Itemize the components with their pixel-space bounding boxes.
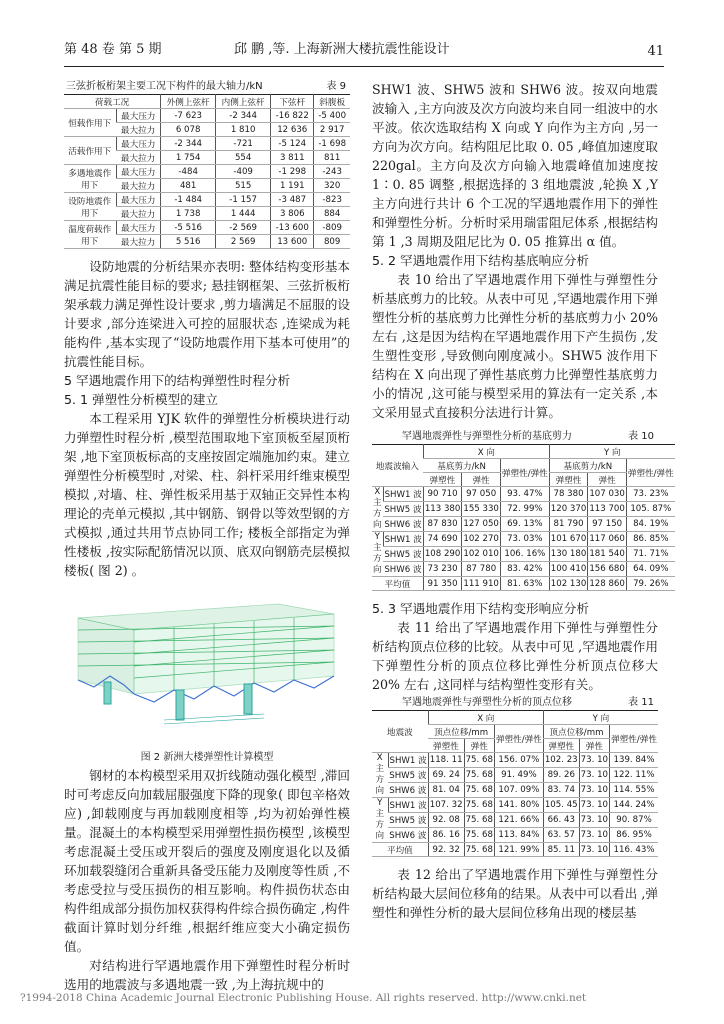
table11-value-cell: 122. 11% [610, 768, 658, 783]
table10-header-ep: 弹塑性 [423, 473, 462, 487]
table11-average-cell: 平均值 [372, 843, 428, 857]
table11-header-ep: 弹塑性 [428, 739, 464, 753]
table10-value-cell: 102 010 [462, 547, 501, 562]
table11-label: 表 11 [628, 697, 654, 708]
table10-average-cell: 91 350 [423, 577, 462, 591]
table11-value-cell: 156. 07% [494, 753, 543, 768]
table9-type-cell: 最大压力 [116, 109, 161, 123]
table10-value-cell: 97 050 [462, 487, 501, 502]
table11-value-cell: 86. 95% [610, 828, 658, 843]
table10-value-cell: 87 830 [423, 517, 462, 532]
table10-header-e: 弹性 [588, 473, 627, 487]
table10-value-cell: SHW1 波 [383, 532, 423, 547]
table9-value-cell: -1 484 [161, 193, 216, 207]
table-row [372, 753, 658, 768]
header-rule [64, 66, 664, 67]
table9-case-cell: 温度荷载作用下 [64, 221, 116, 249]
table9-type-cell: 最大压力 [116, 137, 161, 151]
table11-title: 罕遇地震弹性与弹塑性分析的顶点位移 [402, 697, 572, 708]
table9-value-cell: 1 191 [271, 179, 314, 193]
table-row [372, 502, 675, 517]
table11-value-cell: 66. 43 [543, 813, 579, 828]
table10-average-cell: 81. 63% [500, 577, 549, 591]
table9-value-cell: 1 738 [161, 207, 216, 221]
table10-average-cell: 111 910 [463, 578, 499, 589]
copyright-footer: ?1994-2018 China Academic Journal Electronic Publishing House. All rights reserved. http://www.cnki.net [20, 992, 587, 1004]
table11-value-cell: 114. 55% [610, 783, 658, 798]
table9 [64, 94, 350, 249]
table9-value-cell: 554 [216, 151, 271, 165]
table10-value-cell: 86. 85% [626, 532, 674, 547]
table10-caption [372, 430, 658, 444]
table9-value-cell: 481 [161, 179, 216, 193]
table11-value-cell: 73. 10 [579, 798, 609, 813]
table9-type-cell: 最大压力 [116, 221, 161, 235]
table9-value-cell: -5 124 [271, 137, 314, 151]
table11-average-cell: 73. 10 [580, 844, 609, 855]
left-column [64, 80, 350, 994]
table9-type-cell: 最大拉力 [116, 151, 161, 165]
table11-value-cell: 73. 10 [579, 753, 609, 768]
table11-value-cell: 73. 10 [579, 813, 609, 828]
table11-value-cell: SHW6 波 [388, 828, 428, 843]
table11-value-cell: 139. 84% [610, 753, 658, 768]
table9-value-cell: 515 [216, 179, 271, 193]
table9-type-cell: 最大拉力 [116, 207, 161, 221]
running-header [64, 34, 664, 60]
table11-header-ratio: 弹塑性/弹性 [610, 725, 658, 753]
table10-value-cell: SHW6 波 [383, 562, 423, 577]
table10-value-cell: 87 780 [462, 562, 501, 577]
table-row [64, 193, 350, 207]
table11-header-ep: 弹塑性 [543, 739, 579, 753]
table10-average-cell: 128 860 [589, 578, 625, 589]
table11-value-cell: SHW1 波 [388, 753, 428, 768]
table11-value-cell: SHW5 波 [388, 813, 428, 828]
table11-value-cell: 73. 10 [579, 783, 609, 798]
table11-value-cell: SHW6 波 [388, 783, 428, 798]
table9-caption [64, 80, 350, 94]
table9-value-cell: -2 344 [216, 109, 271, 123]
table9-title: 三弦折板桁架主要工况下构件的最大轴力/kN [66, 81, 263, 92]
table10-value-cell: 64. 09% [626, 562, 674, 577]
table11-value-cell: 121. 66% [494, 813, 543, 828]
table11-value-cell: SHW5 波 [388, 768, 428, 783]
table10-value-cell: 74 690 [423, 532, 462, 547]
table10-header-e: 弹性 [462, 473, 501, 487]
table11-value-cell: 107. 09% [494, 783, 543, 798]
table9-value-cell: 320 [314, 179, 350, 193]
table9-value-cell: -409 [216, 165, 271, 179]
paragraph: 本工程采用 YJK 软件的弹塑性分析模块进行动力弹塑性时程分析 ,模型范围取地下室顶板至屋顶桁架 ,地下室顶板标高的支座按固定端施加约束。建立弹塑性分析模型时 ,对梁、柱、斜杆采用纤维束模型模拟 ,对墙、柱、弹性板采用基于双轴正交异性本构理论的壳单元模拟 ,其中钢筋、钢骨以等效型钢的方式模拟 ,通过共用节点协同工作; 楼板全部指定为弹性楼板 ,按实际配筋情况以顶、底双向钢筋壳层模拟楼板( 图 2) 。 [64, 411, 350, 578]
table11-value-cell: 75. 68 [464, 813, 494, 828]
table-row [64, 165, 350, 179]
table10-direction-cell: Y 主方向 [373, 532, 382, 575]
table9-value-cell: -1 698 [314, 137, 350, 151]
table9-value-cell: -5 400 [314, 109, 350, 123]
table9-value-cell: -243 [314, 165, 350, 179]
table9-value-cell: 6 078 [161, 123, 216, 137]
table10-value-cell: 72. 99% [500, 502, 549, 517]
table9-value-cell: -3 487 [271, 193, 314, 207]
table9-value-cell: -823 [314, 193, 350, 207]
table10-value-cell: 84. 19% [626, 517, 674, 532]
table9-value-cell: -721 [216, 137, 271, 151]
table9-case-cell: 恒载作用下 [64, 109, 116, 137]
table-row [64, 221, 350, 235]
table9-case-cell: 设防地震作用下 [64, 193, 116, 221]
table10-value-cell: 73 230 [423, 562, 462, 577]
table11-header-disp: 顶点位移/mm [428, 725, 494, 739]
table9-header-col: 内侧上弦杆 [216, 95, 271, 109]
table10-average-cell: 102 130 [550, 578, 587, 589]
table10-value-cell: 127 050 [462, 517, 501, 532]
table10-value-cell: 78 380 [549, 487, 588, 502]
right-column [372, 80, 674, 922]
table10-header-ratio: 弹塑性/弹性 [626, 459, 674, 487]
table10-value-cell: 69. 13% [500, 517, 549, 532]
table11-value-cell: 102. 23 [543, 753, 579, 768]
table11-average-cell: 121. 99% [494, 843, 543, 857]
table10-value-cell: SHW1 波 [383, 487, 423, 502]
table9-value-cell: 2 569 [216, 235, 271, 249]
table11-value-cell: 118. 11 [428, 753, 464, 768]
table9-header-col: 外侧上弦杆 [161, 95, 216, 109]
table10-value-cell: 117 060 [588, 532, 627, 547]
table11-value-cell: 75. 68 [464, 828, 494, 843]
table11-header-e: 弹性 [579, 739, 609, 753]
table10-title: 罕遇地震弹性与弹塑性分析的基底剪力 [402, 431, 572, 442]
table10-value-cell: 106. 16% [500, 547, 549, 562]
table9-value-cell: 2 917 [314, 123, 350, 137]
table9-label: 表 9 [326, 81, 346, 92]
table11-caption [372, 696, 658, 710]
paragraph: SHW1 波、SHW5 波和 SHW6 波。按双向地震波输入 ,主方向波及次方向波均来自同一组波中的水平波。依次选取结构 X 向或 Y 向作为主方向 ,另一方向为次方向。结构阻尼比取 0. 05 ,峰值加速度取 220gal。主方向及次方向输入地震峰值加速度按 1∶0. 85 调整 ,根据选择的 3 组地震波 ,轮换 X ,Y 主方向进行共计 6 个工况的罕遇地震作用下的弹性和弹塑性分析。分析时采用瑞雷阻尼体系 ,根据结构第 1 ,3 周期及阻尼比为 0. 05 推算出 α 值。 [372, 82, 658, 249]
journal-issue: 第 48 卷 第 5 期 [64, 42, 162, 57]
table10-label: 表 10 [628, 431, 654, 442]
article-running-title: 邱 鹏 ,等. 上海新洲大楼抗震性能设计 [234, 42, 450, 57]
average-row [372, 843, 658, 857]
table9-value-cell: -16 822 [271, 109, 314, 123]
figure2-caption: 图 2 新洲大楼弹塑性计算模型 [140, 752, 274, 763]
table9-value-cell: 12 636 [271, 123, 314, 137]
table9-value-cell: -2 344 [161, 137, 216, 151]
table11-value-cell: 73. 10 [579, 768, 609, 783]
table10-header-x: X 向 [423, 445, 549, 459]
table9-case-cell: 多遇地震作用下 [64, 165, 116, 193]
table10-value-cell: 97 150 [588, 517, 627, 532]
table11-direction-cell: Y 主方向 [372, 798, 388, 843]
table10-value-cell: 107 030 [588, 487, 627, 502]
table10-value-cell: 81 790 [549, 517, 588, 532]
table10-header-ratio: 弹塑性/弹性 [500, 459, 549, 487]
table9-value-cell: 1 444 [216, 207, 271, 221]
section-heading: 5 罕遇地震作用下的结构弹塑性时程分析 [64, 373, 291, 388]
table11-value-cell: 73. 10 [579, 828, 609, 843]
table-row [372, 768, 658, 783]
table9-header-case: 荷载工况 [64, 95, 161, 109]
subsection-heading: 5. 3 罕遇地震作用下结构变形响应分析 [372, 601, 589, 616]
table11-header-disp: 顶点位移/mm [543, 725, 609, 739]
table11 [372, 710, 658, 857]
table9-value-cell: -2 569 [216, 221, 271, 235]
table-row [372, 783, 658, 798]
table11-value-cell: 75. 68 [464, 753, 494, 768]
table10-value-cell: 105. 87% [626, 502, 674, 517]
table-row [372, 813, 658, 828]
table11-value-cell: 107. 32 [428, 798, 464, 813]
table10-average-cell: 79. 26% [626, 577, 674, 591]
table10-average-cell: 平均值 [372, 577, 423, 591]
table11-value-cell: 105. 45 [543, 798, 579, 813]
table9-header-col: 下弦杆 [271, 95, 314, 109]
table11-value-cell: 81. 04 [428, 783, 464, 798]
table-row [372, 517, 675, 532]
table11-value-cell: 89. 26 [543, 768, 579, 783]
table10-header-shear: 基底剪力/kN [423, 459, 500, 473]
building-model-figure [64, 584, 350, 744]
table9-value-cell: -1 298 [271, 165, 314, 179]
table11-direction-cell: X 主方向 [372, 753, 388, 798]
table-row [372, 798, 658, 813]
table9-value-cell: -1 157 [216, 193, 271, 207]
table10-value-cell: SHW5 波 [383, 547, 423, 562]
table10-value-cell: 102 270 [462, 532, 501, 547]
table10-header-shear: 基底剪力/kN [549, 459, 626, 473]
table10-value-cell: SHW5 波 [383, 502, 423, 517]
table-row [372, 532, 675, 547]
table11-value-cell: 75. 68 [464, 798, 494, 813]
table10-value-cell: 71. 71% [626, 547, 674, 562]
paragraph: 设防地震的分析结果亦表明: 整体结构变形基本满足抗震性能目标的要求; 悬挂钢框架、三弦折板桁架承载力满足弹性设计要求 ,剪力墙满足不屈服的设计要求 ,部分连梁进入可控的屈服状态 ,连梁成为耗能构件 ,基本实现了“设防地震作用下基本可使用”的抗震性能目标。 [64, 259, 350, 369]
paragraph: 钢材的本构模型采用双折线随动强化模型 ,滞回时可考虑反向加载屈服强度下降的现象( 即包辛格效应) ,卸载刚度与再加载刚度相等 ,均为初始弹性模量。混凝土的本构模型采用弹塑性损伤模型 ,该模型考虑混凝土受压或开裂后的强度及刚度退化以及循环加载裂缝闭合重新具备受压能力及刚度等性质 ,不考虑受拉与受压损伤的相互影响。构件损伤状态由构件组成部分损伤加权获得构件综合损伤确定 ,构件截面计算时划分纤维 ,根据纤维应变大小确定损伤值。 [64, 768, 350, 954]
table9-value-cell: 1 810 [216, 123, 271, 137]
table10-value-cell: 155 330 [462, 502, 501, 517]
table11-average-cell: 92. 32 [428, 843, 464, 857]
elastoplastic-model-drawing [64, 584, 350, 744]
table11-average-cell: 85. 11 [543, 843, 579, 857]
table10-value-cell: 83. 42% [500, 562, 549, 577]
table9-case-cell: 活载作用下 [64, 137, 116, 165]
table9-value-cell: -13 600 [271, 221, 314, 235]
table10-value-cell: 130 180 [549, 547, 588, 562]
table11-value-cell: 75. 68 [464, 768, 494, 783]
subsection-heading: 5. 1 弹塑性分析模型的建立 [64, 392, 218, 407]
subsection-heading: 5. 2 罕遇地震作用下结构基底响应分析 [372, 253, 589, 268]
table11-value-cell: 91. 49% [494, 768, 543, 783]
table-row [372, 562, 675, 577]
table10-value-cell: 181 540 [588, 547, 627, 562]
page-number: 41 [647, 44, 664, 59]
average-row [372, 577, 675, 591]
table11-value-cell: 90. 87% [610, 813, 658, 828]
table9-value-cell: 1 754 [161, 151, 216, 165]
table10-value-cell: 73. 23% [626, 487, 674, 502]
table-row [372, 487, 675, 502]
table10-value-cell: 108 290 [423, 547, 462, 562]
paragraph: 表 10 给出了罕遇地震作用下弹性与弹塑性分析基底剪力的比较。从表中可见 ,罕遇地震作用下弹塑性分析的基底剪力比弹性分析的基底剪力小 20% 左右 ,这是因为结构在罕遇地震作用下产生损伤 ,发生塑性变形 ,导致侧向刚度减小。SHW5 波作用下结构在 X 向出现了弹性基底剪力比弹塑性基底剪力小的情况 ,这可能与模型采用的算法有一定关系 ,本文采用显式直接积分法进行计算。 [372, 272, 658, 420]
table11-header-x: X 向 [428, 711, 543, 725]
table10-value-cell: 93. 47% [500, 487, 549, 502]
table11-value-cell: 75. 68 [464, 783, 494, 798]
table10-value-cell: 120 370 [549, 502, 588, 517]
table11-header-e: 弹性 [464, 739, 494, 753]
table11-value-cell: SHW1 波 [388, 798, 428, 813]
table10-value-cell: SHW6 波 [383, 517, 423, 532]
table10-value-cell: 73. 03% [500, 532, 549, 547]
table11-header-y: Y 向 [543, 711, 658, 725]
table11-value-cell: 92. 08 [428, 813, 464, 828]
table9-value-cell: -7 623 [161, 109, 216, 123]
table11-header-input: 地震波 [372, 711, 428, 753]
table9-value-cell: 13 600 [271, 235, 314, 249]
paragraph: 表 11 给出了罕遇地震作用下弹性与弹塑性分析结构顶点位移的比较。从表中可见 ,罕遇地震作用下弹塑性分析的顶点位移比弹性分析顶点位移大 20% 左右 ,这同样与结构塑性变形有关。 [372, 620, 658, 692]
table11-average-cell: 75. 68 [465, 844, 493, 855]
table-row [64, 137, 350, 151]
table10-direction-cell: X 主方向 [373, 487, 382, 530]
table9-value-cell: 3 806 [271, 207, 314, 221]
table10-value-cell: 156 680 [588, 562, 627, 577]
table10-value-cell: 90 710 [423, 487, 462, 502]
table9-value-cell: 3 811 [271, 151, 314, 165]
table11-header-ratio: 弹塑性/弹性 [494, 725, 543, 753]
table9-value-cell: 809 [314, 235, 350, 249]
table10-header-input: 地震波输入 [372, 445, 423, 487]
table10-value-cell: 113 700 [588, 502, 627, 517]
table-row [64, 109, 350, 123]
table9-value-cell: 5 516 [161, 235, 216, 249]
table10-header-y: Y 向 [549, 445, 674, 459]
table9-type-cell: 最大压力 [116, 165, 161, 179]
table10-value-cell: 100 410 [549, 562, 588, 577]
table10 [372, 444, 675, 591]
table9-value-cell: 884 [314, 207, 350, 221]
table9-type-cell: 最大拉力 [116, 123, 161, 137]
table11-value-cell: 144. 24% [610, 798, 658, 813]
table9-value-cell: -484 [161, 165, 216, 179]
table9-header-col: 斜腹板 [314, 95, 350, 109]
table11-value-cell: 113. 84% [494, 828, 543, 843]
table11-value-cell: 83. 74 [543, 783, 579, 798]
table9-value-cell: -5 516 [161, 221, 216, 235]
table9-value-cell: 811 [314, 151, 350, 165]
paragraph: 表 12 给出了罕遇地震作用下弹性与弹塑性分析结构最大层间位移角的结果。从表中可以看出 ,弹塑性和弹性分析的最大层间位移角出现的楼层基 [372, 867, 658, 920]
table-row [372, 828, 658, 843]
table10-value-cell: 101 670 [549, 532, 588, 547]
table11-average-cell: 116. 43% [610, 843, 658, 857]
table11-value-cell: 86. 16 [428, 828, 464, 843]
table11-value-cell: 69. 24 [428, 768, 464, 783]
table-row [372, 547, 675, 562]
table9-type-cell: 最大拉力 [116, 179, 161, 193]
table10-header-ep: 弹塑性 [549, 473, 588, 487]
table9-type-cell: 最大压力 [116, 193, 161, 207]
table11-value-cell: 63. 57 [543, 828, 579, 843]
table9-type-cell: 最大拉力 [116, 235, 161, 249]
paragraph: 对结构进行罕遇地震作用下弹塑性时程分析时选用的地震波与多遇地震一致 ,为上海抗规中的 [64, 958, 350, 992]
table9-value-cell: -809 [314, 221, 350, 235]
table11-value-cell: 141. 80% [494, 798, 543, 813]
table10-value-cell: 113 380 [423, 502, 462, 517]
